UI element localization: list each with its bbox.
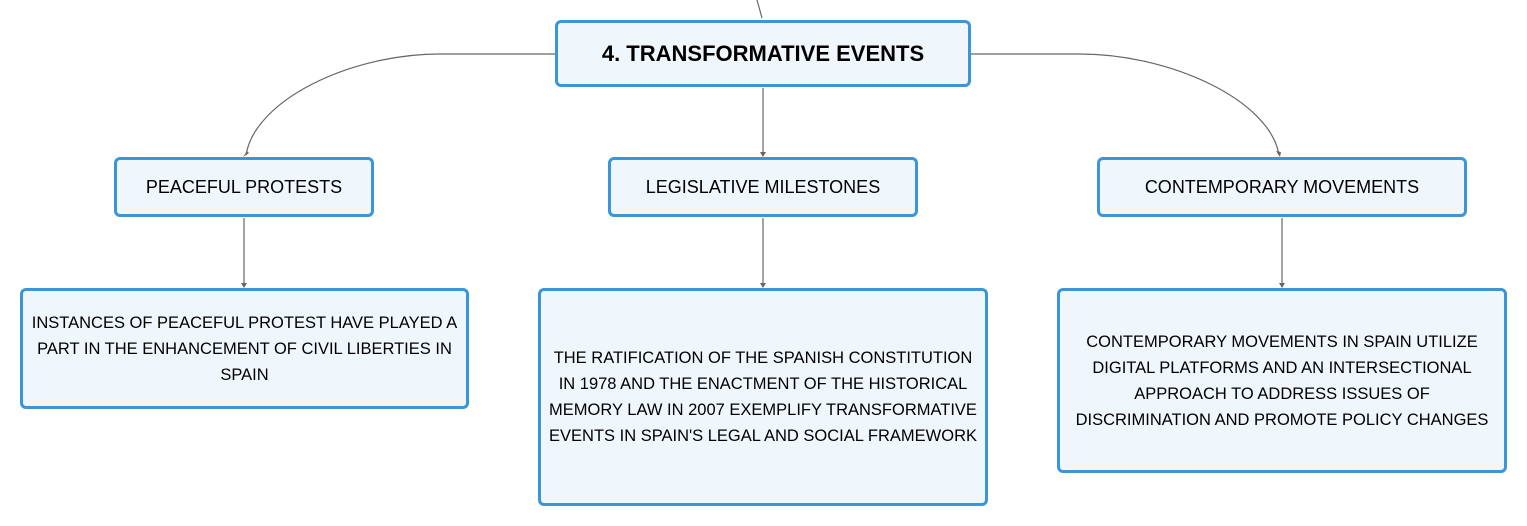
detail-node-peaceful-protests[interactable] (20, 288, 469, 409)
detail-node-contemporary-movements[interactable] (1057, 288, 1507, 473)
detail-node-text: THE RATIFICATION OF THE SPANISH CONSTITUTION IN 1978 AND THE ENACTMENT OF THE HISTORICAL MEMORY LAW IN 2007 EXEMPLIFY TRANSFORMATIVE EVENTS IN SPAIN'S LEGAL AND SOCIAL FRAMEWORK (549, 349, 977, 445)
branch-node-label: PEACEFUL PROTESTS (145, 176, 343, 197)
branch-node-label: CONTEMPORARY MOVEMENTS (1144, 176, 1420, 197)
connector-root-to-contemporary (971, 54, 1279, 155)
branch-node-legislative-milestones[interactable] (608, 157, 918, 217)
branch-node-peaceful-protests[interactable] (114, 157, 374, 217)
connector-root-to-peaceful (246, 54, 555, 155)
root-node[interactable] (555, 20, 971, 87)
detail-node-text: INSTANCES OF PEACEFUL PROTEST HAVE PLAYED A PART IN THE ENHANCEMENT OF CIVIL LIBERTIES IN SPAIN (31, 313, 458, 384)
detail-node-text: CONTEMPORARY MOVEMENTS IN SPAIN UTILIZE DIGITAL PLATFORMS AND AN INTERSECTIONAL APPROACH TO ADDRESS ISSUES OF DISCRIMINATION AND PROMOTE POLICY CHANGES (1075, 332, 1489, 429)
branch-node-label: LEGISLATIVE MILESTONES (645, 176, 881, 197)
root-node-label: 4. TRANSFORMATIVE EVENTS (601, 40, 925, 66)
branch-node-contemporary-movements[interactable] (1097, 157, 1467, 217)
detail-node-legislative-milestones[interactable] (538, 288, 988, 506)
connector-parent-to-root (757, 0, 762, 18)
